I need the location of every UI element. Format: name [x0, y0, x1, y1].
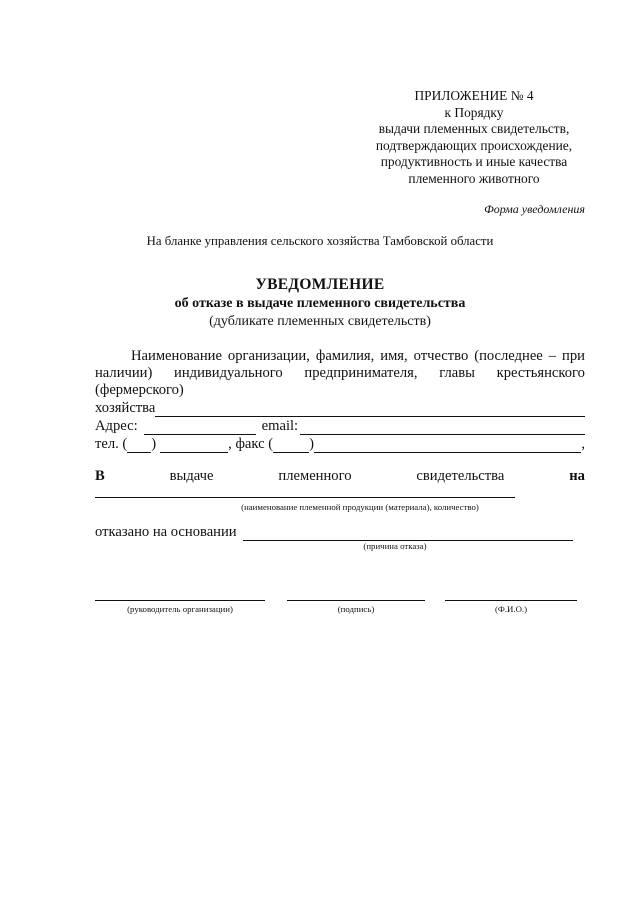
- word: –: [548, 348, 557, 364]
- word: при: [562, 348, 585, 364]
- word: (последнее: [474, 348, 543, 364]
- word: наличии): [95, 365, 153, 381]
- signature-line[interactable]: [287, 600, 425, 601]
- reason-field[interactable]: [243, 526, 573, 541]
- word: главы: [439, 365, 475, 381]
- organization-name-field[interactable]: [95, 400, 585, 417]
- word: организации,: [227, 348, 310, 364]
- letterhead-note: На бланке управления сельского хозяйства Тамбовской области: [146, 234, 494, 248]
- word: предпринимателя,: [304, 365, 418, 381]
- word: отчество: [413, 348, 469, 364]
- phone-fax-row: [95, 436, 585, 453]
- annex-title: ПРИЛОЖЕНИЕ № 4: [414, 88, 534, 103]
- word: свидетельства: [416, 468, 505, 484]
- address-label: Адрес:: [95, 418, 138, 434]
- word: крестьянского: [496, 365, 585, 381]
- paragraph-line: (фермерского): [95, 382, 184, 398]
- annex-line: продуктивность и иные качества: [380, 154, 568, 169]
- word: В: [95, 468, 105, 484]
- word: Наименование: [131, 348, 222, 364]
- full-name-line[interactable]: [445, 600, 577, 601]
- head-caption: (руководитель организации): [127, 604, 233, 614]
- annex-line: подтверждающих происхождение,: [375, 137, 573, 153]
- annex-line: выдачи племенных свидетельств,: [378, 121, 570, 136]
- organization-paragraph: [95, 348, 585, 399]
- head-signature-line[interactable]: [95, 600, 265, 601]
- form-type-label: Форма уведомления: [484, 202, 585, 216]
- signature-caption: (подпись): [337, 604, 375, 614]
- annex-line: племенного животного: [408, 170, 540, 186]
- address-row: [95, 418, 585, 435]
- product-caption: (наименование племенной продукции (материала), количество): [241, 502, 479, 512]
- word: на: [569, 468, 585, 484]
- annex-block: [360, 88, 588, 187]
- fax-close: ): [309, 436, 314, 452]
- annex-line: к Порядку: [444, 104, 504, 120]
- full-name-caption: (Ф.И.О.): [494, 604, 528, 614]
- reason-caption: (причина отказа): [363, 541, 427, 551]
- word: индивидуального: [174, 365, 283, 381]
- phone-number-field[interactable]: [160, 438, 228, 453]
- organization-name-line[interactable]: [155, 402, 585, 417]
- phone-close: ): [151, 436, 157, 452]
- fax-code-field[interactable]: [273, 438, 309, 453]
- product-field[interactable]: [95, 497, 515, 498]
- phone-label: тел. (: [95, 436, 128, 452]
- refusal-statement: [95, 468, 585, 485]
- address-field[interactable]: [144, 420, 256, 435]
- document-subtitle: об отказе в выдаче племенного свидетельства: [174, 296, 466, 311]
- email-label: email:: [261, 418, 299, 434]
- word: выдаче: [169, 468, 214, 484]
- word: племенного: [278, 468, 352, 484]
- fax-label: , факс (: [228, 436, 274, 452]
- organization-name-label: хозяйства: [95, 400, 156, 416]
- basis-row: [95, 524, 585, 541]
- paragraph-line: [95, 365, 585, 382]
- email-field[interactable]: [300, 420, 585, 435]
- trailing-comma: ,: [581, 436, 585, 452]
- word: фамилия,: [315, 348, 375, 364]
- paragraph-line: [95, 348, 585, 365]
- word: имя,: [380, 348, 408, 364]
- document-title: УВЕДОМЛЕНИЕ: [255, 276, 385, 293]
- phone-code-field[interactable]: [127, 438, 151, 453]
- document-subtitle-note: (дубликате племенных свидетельств): [209, 314, 431, 329]
- basis-label: отказано на основании: [95, 524, 237, 540]
- fax-number-field[interactable]: [314, 438, 581, 453]
